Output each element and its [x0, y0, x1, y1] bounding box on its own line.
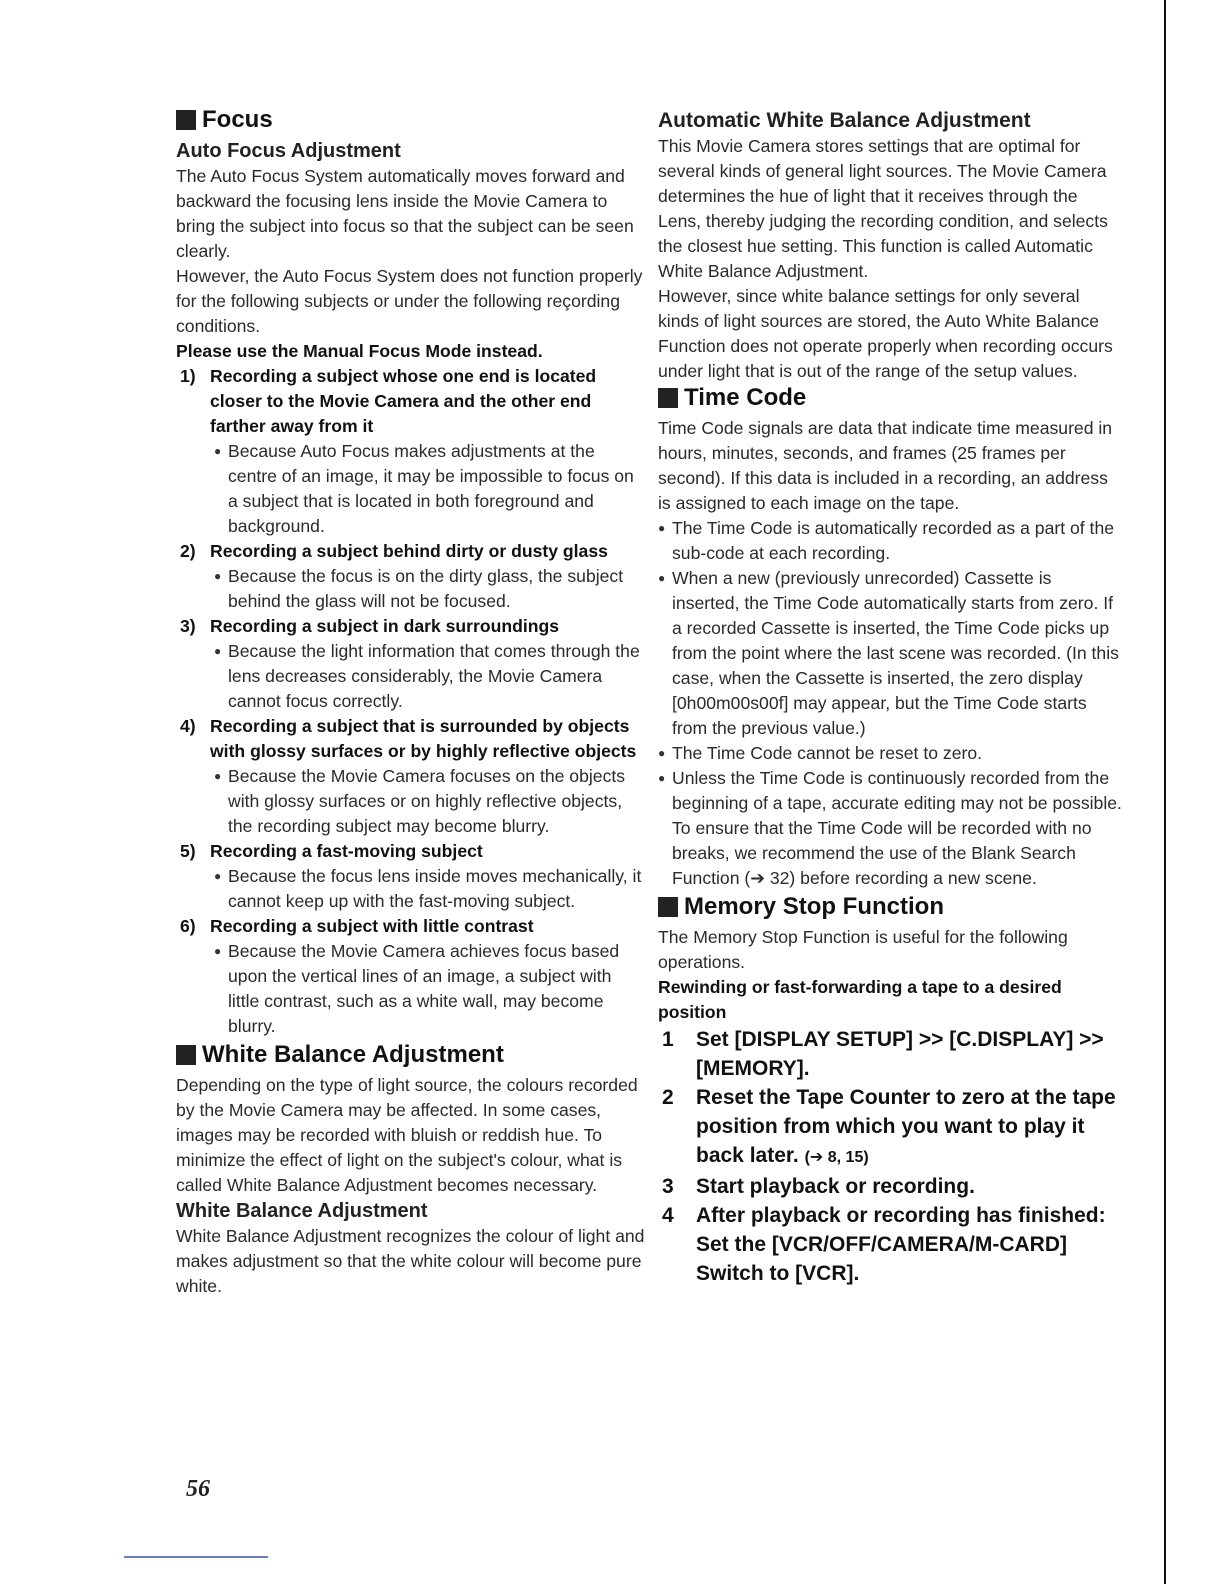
page-edge-rule — [1164, 0, 1166, 1584]
time-code-para: Time Code signals are data that indicate time measured in hours, minutes, seconds, and frames (25 frames per second). If this data is included in a recording, an address is assigned to each image on the tape. — [658, 418, 1113, 513]
item-bullet: ● Because the Movie Camera achieves focus based upon the vertical lines of an image, a subject with little contrast, such as a white wall, may become blurry. — [214, 939, 646, 1039]
step-item: 4 After playback or recording has finished: Set the [VCR/OFF/CAMERA/M-CARD] Switch to [VCR]. — [658, 1201, 1122, 1288]
bullet-icon: ● — [658, 571, 666, 585]
list-item: 3) Recording a subject in dark surroundings ● Because the light information that comes through the lens decreases considerably, the Movie Camera cannot focus correctly. — [176, 614, 646, 714]
left-column — [176, 106, 646, 1299]
item-bullet: ● Because the Movie Camera focuses on the objects with glossy surfaces or on highly reflective objects, the recording subject may become blurry. — [214, 764, 646, 839]
awb-para-1: This Movie Camera stores settings that are optimal for several kinds of general light sources. The Movie Camera determines the hue of light that it receives through the Lens, thereby judging the recording condition, and selects the closest hue setting. This function is called Automatic White Balance Adjustment. — [658, 136, 1108, 281]
step-item: 2 Reset the Tape Counter to zero at the tape position from which you want to play it back later. (➔ 8, 15) — [662, 1086, 1116, 1167]
section-square-icon — [658, 897, 678, 917]
item-bullet: ● Because the focus lens inside moves mechanically, it cannot keep up with the fast-moving subject. — [214, 864, 646, 914]
section-square-icon — [658, 388, 678, 408]
focus-heading: Focus — [176, 106, 646, 134]
item-bullet: ● Because the light information that comes through the lens decreases considerably, the Movie Camera cannot focus correctly. — [214, 639, 646, 714]
page-reference: (➔ 8, 15) — [804, 1149, 869, 1166]
step-item: 1 Set [DISPLAY SETUP] >> [C.DISPLAY] >> [MEMORY]. — [662, 1028, 1104, 1080]
memory-stop-heading: Memory Stop Function — [658, 893, 1122, 921]
item-bullet: ● Because Auto Focus makes adjustments at the centre of an image, it may be impossible to focus on a subject that is located in both foreground and background. — [214, 439, 646, 539]
bullet-icon: ● — [214, 569, 222, 583]
bullet-icon: ● — [214, 644, 222, 658]
bullet-icon: ● — [214, 869, 222, 883]
awb-heading: Automatic White Balance Adjustment — [658, 109, 1031, 132]
time-code-heading: Time Code — [658, 384, 1122, 412]
white-balance-heading: White Balance Adjustment — [176, 1041, 646, 1069]
bullet-icon: ● — [214, 944, 222, 958]
item-title: Recording a fast-moving subject — [210, 841, 483, 861]
bottom-mark — [124, 1556, 268, 1558]
auto-focus-para-1: The Auto Focus System automatically moves forward and backward the focusing lens inside the Movie Camera to bring the subject into focus so that the subject can be seen clearly. — [176, 166, 634, 261]
list-item: 6) Recording a subject with little contrast ● Because the Movie Camera achieves focus based upon the vertical lines of an image, a subject with little contrast, such as a white wall, may become blurry. — [176, 914, 646, 1039]
awb-para-2: However, since white balance settings for only several kinds of light sources are stored, the Auto White Balance Function does not operate properly when recording occurs under light that is out of the range of the setup values. — [658, 286, 1113, 381]
time-code-bullet: ● Unless the Time Code is continuously recorded from the beginning of a tape, accurate editing may not be possible. To ensure that the Time Code will be recorded with no breaks, we recommend the use of the Blank Search Function (➔ 32) before recording a new scene. — [658, 766, 1122, 891]
item-title: Recording a subject that is surrounded by objects with glossy surfaces or by highly reflective objects — [210, 716, 637, 761]
bullet-icon: ● — [658, 771, 666, 785]
time-code-bullet: ● The Time Code cannot be reset to zero. — [658, 741, 1122, 766]
auto-focus-heading: Auto Focus Adjustment — [176, 140, 401, 162]
memory-stop-subheading: Rewinding or fast-forwarding a tape to a desired position — [658, 977, 1062, 1022]
time-code-bullet: ● When a new (previously unrecorded) Cassette is inserted, the Time Code automatically starts from zero. If a recorded Cassette is inserted, the Time Code picks up from the point where the last scene was recorded. (In this case, when the Cassette is inserted, the zero display [0h00m00s00f] may appear, but the Time Code starts from the previous value.) — [658, 566, 1122, 741]
white-balance-para: Depending on the type of light source, the colours recorded by the Movie Camera may be affected. In some cases, images may be recorded with bluish or reddish hue. To minimize the effect of light on the subject's colour, what is called White Balance Adjustment becomes necessary. — [176, 1075, 638, 1195]
step-4-instruction: Set the [VCR/OFF/CAMERA/M-CARD] Switch to [VCR]. — [696, 1233, 1067, 1285]
manual-focus-note: Please use the Manual Focus Mode instead. — [176, 341, 543, 361]
list-item: 4) Recording a subject that is surrounded by objects with glossy surfaces or by highly reflective objects ● Because the Movie Camera focuses on the objects with glossy surfaces or on highly reflective objects, the recording subject may become blurry. — [176, 714, 646, 839]
item-title: Recording a subject behind dirty or dusty glass — [210, 541, 608, 561]
step-item: 3 Start playback or recording. — [662, 1175, 975, 1198]
bullet-icon: ● — [658, 521, 666, 535]
bullet-icon: ● — [658, 746, 666, 760]
white-balance-sub-para: White Balance Adjustment recognizes the colour of light and makes adjustment so that the white colour will become pure white. — [176, 1226, 645, 1296]
list-item: 1) Recording a subject whose one end is located closer to the Movie Camera and the other end farther away from it ● Because Auto Focus makes adjustments at the centre of an image, it may be impossible to focus on a subject that is located in both foreground and background. — [176, 364, 646, 539]
bullet-icon: ● — [214, 444, 222, 458]
time-code-bullet: ● The Time Code is automatically recorded as a part of the sub-code at each recording. — [658, 516, 1122, 566]
item-title: Recording a subject whose one end is located closer to the Movie Camera and the other end farther away from it — [210, 366, 597, 436]
auto-focus-para-2: However, the Auto Focus System does not function properly for the following subjects or under the following reçording conditions. — [176, 266, 643, 336]
bullet-icon: ● — [214, 769, 222, 783]
white-balance-subheading: White Balance Adjustment — [176, 1200, 428, 1222]
right-column — [658, 106, 1122, 1288]
page-number: 56 — [186, 1476, 210, 1502]
list-item: 2) Recording a subject behind dirty or dusty glass ● Because the focus is on the dirty glass, the subject behind the glass will not be focused. — [176, 539, 646, 614]
item-title: Recording a subject with little contrast — [210, 916, 534, 936]
list-item: 5) Recording a fast-moving subject ● Because the focus lens inside moves mechanically, it cannot keep up with the fast-moving subject. — [176, 839, 646, 914]
item-bullet: ● Because the focus is on the dirty glass, the subject behind the glass will not be focused. — [214, 564, 646, 614]
memory-stop-para: The Memory Stop Function is useful for the following operations. — [658, 927, 1068, 972]
section-square-icon — [176, 1045, 196, 1065]
section-square-icon — [176, 110, 196, 130]
item-title: Recording a subject in dark surroundings — [210, 616, 559, 636]
